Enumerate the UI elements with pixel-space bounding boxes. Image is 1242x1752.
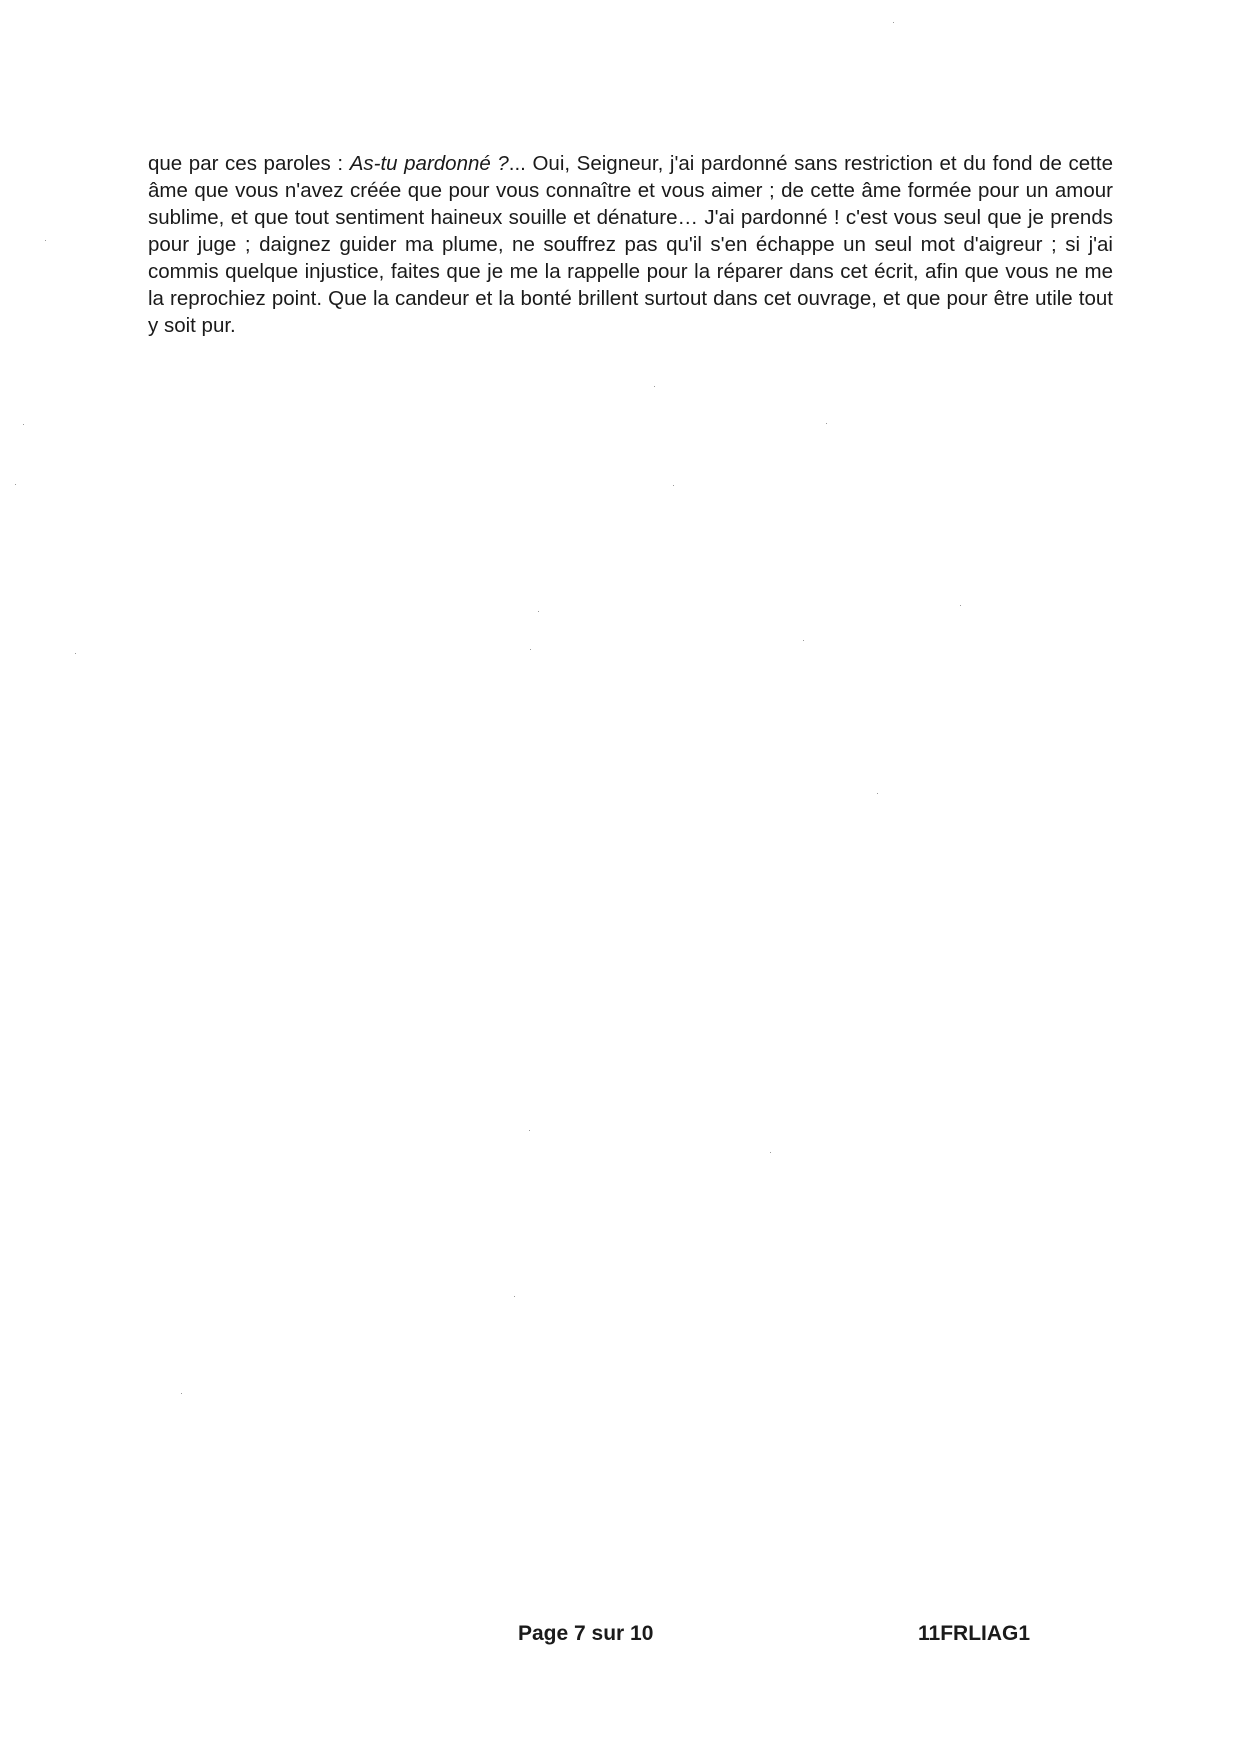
scan-speck [960, 605, 961, 606]
body-paragraph [148, 150, 1113, 339]
scan-speck [803, 640, 804, 641]
scan-speck [654, 386, 655, 387]
scan-speck [538, 611, 539, 612]
scan-speck [770, 1152, 771, 1153]
paragraph-lead-in: que par ces paroles : [148, 152, 350, 175]
scan-speck [23, 424, 24, 425]
scan-speck [877, 793, 878, 794]
scan-speck [45, 240, 46, 241]
page-number: Page 7 sur 10 [518, 1622, 654, 1645]
scan-speck [826, 423, 827, 424]
scan-speck [15, 484, 16, 485]
scan-speck [75, 653, 76, 654]
scan-speck [673, 485, 674, 486]
scan-speck [181, 1393, 182, 1394]
scan-speck [514, 1296, 515, 1297]
quoted-question: As-tu pardonné ? [349, 152, 509, 175]
paragraph-body: ... Oui, Seigneur, j'ai pardonné sans restriction et du fond de cette âme que vous n'avez créée que pour vous connaître et vous aimer ; de cette âme formée pour un amour sublime, et que tout sentiment haineux souille et dénature… J'ai pardonné ! c'est vous seul que je prends pour juge ; daignez guider ma plume, ne souffrez pas qu'il s'en échappe un seul mot d'aigreur ; si j'ai commis quelque injustice, faites que je me la rappelle pour la réparer dans cet écrit, afin que vous ne me la reprochiez point. Que la candeur et la bonté brillent surtout dans cet ouvrage, et que pour être utile tout y soit pur. [148, 152, 1113, 337]
document-code: 11FRLIAG1 [918, 1622, 1031, 1645]
scan-speck [529, 1130, 530, 1131]
scan-speck [530, 649, 531, 650]
scan-speck [893, 22, 894, 23]
